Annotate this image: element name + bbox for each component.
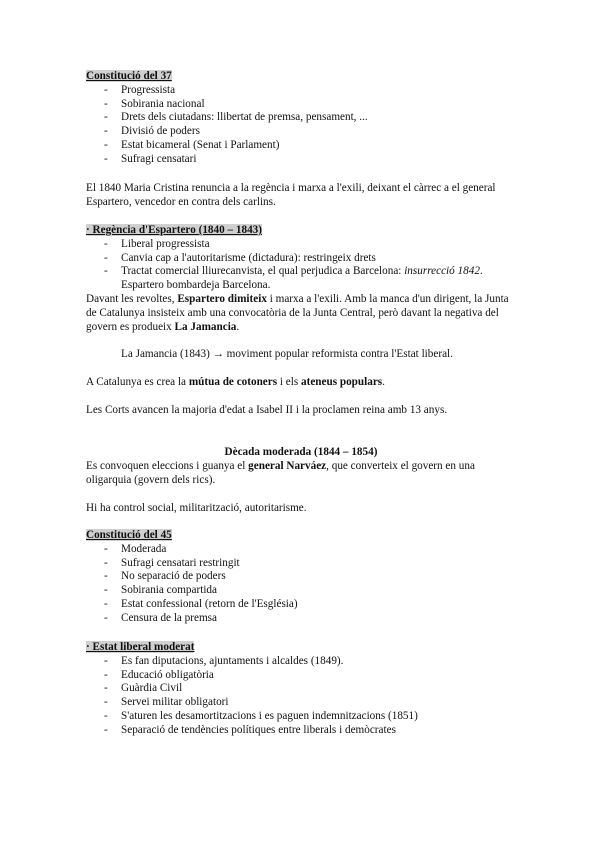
list-item: - Educació obligatòria (86, 669, 516, 683)
bullet-list (86, 543, 516, 626)
list-item: - Sobirania compartida (86, 584, 516, 598)
list-item: - Estat bicameral (Senat i Parlament) (86, 139, 516, 153)
bold-text: La Jamancia (174, 320, 237, 333)
section-constitucio-45 (86, 529, 516, 626)
heading-text: Constitució del 45 (86, 529, 172, 541)
paragraph-control-social: Hi ha control social, militarització, autoritarisme. (86, 502, 307, 514)
item-italic-text: insurrecció 1842 (404, 265, 480, 278)
heading-text: Constitució del 37 (86, 70, 172, 82)
text: . (236, 320, 240, 333)
section-title: Dècada moderada (1844 – 1854) (224, 446, 378, 458)
list-item: - Drets dels ciutadans: llibertat de premsa, pensament, ... (86, 111, 516, 125)
item-text: Tractat comercial lliurecanvista, el qual perjudica a Barcelona: (121, 265, 405, 278)
section-heading (86, 529, 516, 543)
paragraph-catalunya (86, 376, 516, 390)
text: Es convoquen eleccions i guanya el (86, 459, 249, 472)
text: . (382, 376, 385, 388)
section-constitucio-37 (86, 70, 516, 167)
bold-text: general Narváez (248, 459, 327, 472)
item-continuation: Espartero bombardeja Barcelona. (121, 279, 271, 292)
bold-text: ateneus populars (301, 376, 383, 388)
item-text: . (479, 265, 483, 278)
text: , que converteix el govern en una oligarquia (govern dels rics). (86, 459, 475, 486)
list-item: - Separació de tendències polítiques entre liberals i demòcrates (86, 724, 516, 738)
list-item: - No separació de poders (86, 570, 516, 584)
list-item: - Progressista (86, 84, 516, 98)
section-estat-liberal (86, 641, 516, 738)
paragraph-maria-cristina: El 1840 Maria Cristina renuncia a la regència i marxa a l'exili, deixant el càrrec a el general Espartero, vencedor en contra dels carlins. (86, 182, 496, 208)
bullet-list (86, 84, 516, 167)
heading-text: · Regència d'Espartero (1840 – 1843) (86, 224, 262, 236)
list-item: - S'aturen les desamortitzacions i es paguen indemnitzacions (1851) (86, 710, 516, 724)
list-item (86, 265, 516, 293)
section-regencia (86, 224, 516, 334)
paragraph-jamancia: La Jamancia (1843) → moviment popular reformista contra l'Estat liberal. (121, 348, 453, 360)
list-item: - Es fan diputacions, ajuntaments i alcaldes (1849). (86, 655, 516, 669)
list-item: - Servei militar obligatori (86, 696, 516, 710)
list-item: - Moderada (86, 543, 516, 557)
section-decada-moderada (86, 446, 516, 487)
list-item: - Divisió de poders (86, 125, 516, 139)
section-heading (86, 70, 516, 84)
paragraph-isabel: Les Corts avancen la majoria d'edat a Isabel II i la proclamen reina amb 13 anys. (86, 404, 448, 416)
text: i marxa a l'exili. Amb la manca d'un dirigent, la Junta de Catalunya insisteix amb una convocatòria de la Junta Central, però davant la negativa del govern es produeix (86, 292, 509, 333)
list-item: - Estat confessional (retorn de l'Església) (86, 598, 516, 612)
paragraph-revoltes (86, 293, 516, 334)
list-item: - Censura de la premsa (86, 612, 516, 626)
list-item: - Sufragi censatari restringit (86, 557, 516, 571)
section-heading (86, 641, 516, 655)
text: i els (277, 376, 302, 388)
heading-text: · Estat liberal moderat (86, 641, 195, 653)
list-item: - Guàrdia Civil (86, 682, 516, 696)
text: A Catalunya es crea la (86, 376, 189, 388)
paragraph-eleccions (86, 460, 516, 488)
section-heading (86, 224, 516, 238)
list-item: - Canvia cap a l'autoritarisme (dictadura): restringeix drets (86, 252, 516, 266)
text: Davant les revoltes, (86, 292, 178, 305)
bullet-list (86, 238, 516, 293)
bold-text: Espartero dimiteix (177, 292, 267, 305)
bold-text: mútua de cotoners (188, 376, 278, 388)
bullet-list (86, 655, 516, 738)
list-item: - Sufragi censatari (86, 153, 516, 167)
list-item: - Liberal progressista (86, 238, 516, 252)
list-item: - Sobirania nacional (86, 98, 516, 112)
